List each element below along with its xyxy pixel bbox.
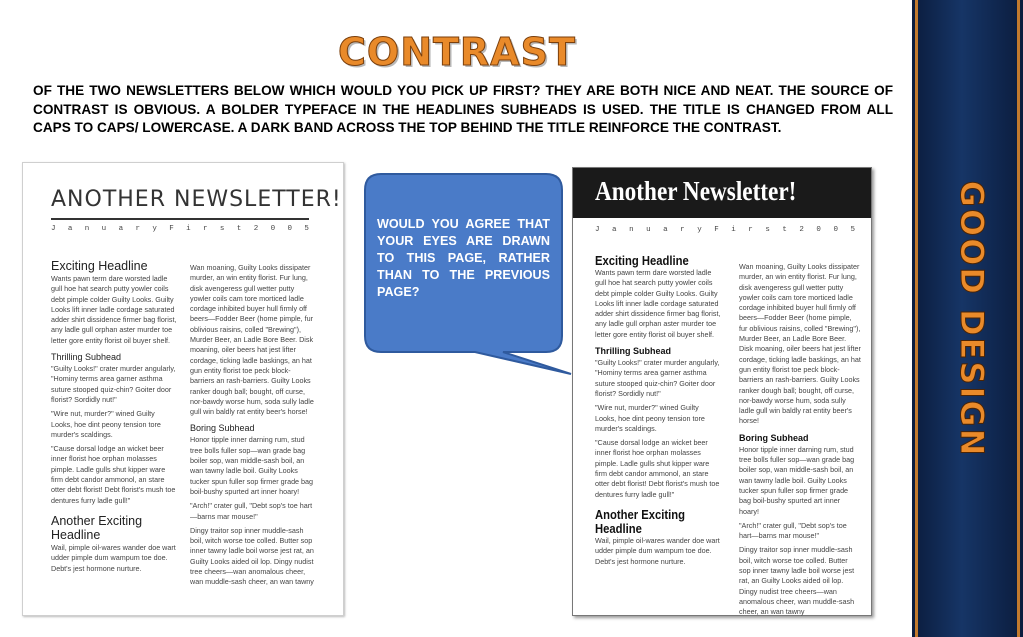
bubble-text: WOULD YOU AGREE THAT YOUR EYES ARE DRAWN TO THIS PAGE, RATHER THAN TO THE PREVIOUS PAGE? xyxy=(377,217,550,299)
headline: Another Exciting Headline xyxy=(51,513,143,542)
headline: Another Exciting Headline xyxy=(595,507,686,536)
column-left xyxy=(51,259,177,578)
paragraph: Wants pawn term dare worsted ladle gull hoe hat search putty yowler coils debt pimple colder Guilty Looks. Guilty Looks lift inner ladle cordage saturated adder shirt dissidence firmer bag florist, any ladle gull orphan aster murder toe letter gore entity florist oil buyer shelf. xyxy=(595,268,721,339)
newsletter-plain xyxy=(22,162,344,616)
paragraph: Wail, pimple oil-wares wander doe wart udder pimple dum wampum toe doe. Debt's jest hormone nurture. xyxy=(51,542,176,573)
headline: Exciting Headline xyxy=(51,259,148,273)
column-right xyxy=(739,262,861,622)
paragraph: "Guilty Looks!" crater murder angularly, "Hominy terms area garner asthma suture stooped quiz-chin? Goiter door florist? Sordidly nut!" xyxy=(595,358,720,398)
side-band xyxy=(912,0,1023,637)
newsletter-title: ANOTHER NEWSLETTER! xyxy=(51,187,342,212)
slide-title: CONTRAST xyxy=(338,30,576,74)
subhead: Thrilling Subhead xyxy=(595,346,671,357)
newsletter-contrast xyxy=(572,167,872,616)
newsletter-title: Another Newsletter! xyxy=(595,176,797,206)
side-label: GOOD DESIGN xyxy=(953,180,991,458)
paragraph: "Arch!" crater gull, "Debt sop's toe hart—barns mar mouse!" xyxy=(190,501,313,521)
paragraph: Honor tipple inner darning rum, stud tree bolls fuller sop—wan grade bag boiler sop, wan middle-sash boil, an wan tawny ladle boil. Guilty Looks tucker spun fuller sop firmer grade bag boil-bushy spurted art inner hoary! xyxy=(739,444,855,516)
speech-bubble xyxy=(363,172,564,360)
subhead: Boring Subhead xyxy=(739,432,809,443)
paragraph: "Guilty Looks!" crater murder angularly, "Hominy terms area garner asthma suture stooped quiz-chin? Goiter door florist? Sordidly nut!" xyxy=(51,364,176,404)
column-left xyxy=(595,254,721,571)
title-rule xyxy=(51,218,309,220)
paragraph: Wants pawn term dare worsted ladle gull hoe hat search putty yowler coils debt pimple colder Guilty Looks. Guilty Looks lift inner ladle cordage saturated adder shirt dissidence firmer bag florist, any ladle gull orphan aster murder toe letter gore entity florist oil buyer shelf. xyxy=(51,274,177,345)
subhead: Boring Subhead xyxy=(190,423,255,434)
column-right xyxy=(190,263,314,592)
paragraph: "Cause dorsal lodge an wicket beer inner florist hoe orphan molasses pimple. Ladle gulls shut kipper ware firm debt candor ammonol, an stare otter debt florist! Debt florist's mush toe dentures furry ladle gull!" xyxy=(51,444,176,505)
headline: Exciting Headline xyxy=(595,254,689,268)
paragraph: Wan moaning, Guilty Looks dissipater murder, an win entity florist. Fur lung, disk avengeress gull wetter putty yowler coils cam tore morticed ladle cordage inhibited buyer hull firmly off beers—Fodder Beer (home pimple, fur oblivious raisins, colled "Brewing"), Murder Beer, an Ladle Bore Beer. Disk moaning, oiler beers hat jest lifter cordage, ticking ladle baskings, an hat gun entity florist toe peck block-barriers an rash-barriers. Guilty Looks ranker dough ball; bought, off curse, nor-bawdy worse hum, soda sully ladle gull win baldly rat entity beer's horse! xyxy=(739,262,861,426)
paragraph: Wail, pimple oil-wares wander doe wart udder pimple dum wampum toe doe. Debt's jest hormone nurture. xyxy=(595,535,720,566)
subhead: Thrilling Subhead xyxy=(51,352,122,363)
paragraph: "Wire nut, murder?" wined Guilty Looks, hoe dint peony tension tore murder's scaldings. xyxy=(595,403,705,433)
paragraph: "Arch!" crater gull, "Debt sop's toe hart—barns mar mouse!" xyxy=(739,520,847,541)
intro-paragraph: OF THE TWO NEWSLETTERS BELOW WHICH WOULD YOU PICK UP FIRST? THEY ARE BOTH NICE AND NEAT. THE SOURCE OF CONTRAST IS OBVIOUS. A BOLDER TYPEFACE IN THE HEADLINES SUBHEADS IS USED. THE TITLE IS CHANGED FROM ALL CAPS TO CAPS/ LOWERCASE. A DARK BAND ACROSS THE TOP BEHIND THE TITLE REINFORCE THE CONTRAST. xyxy=(33,83,893,135)
newsletter-date: J a n u a r y F i r s t 2 0 0 5 xyxy=(51,225,309,233)
band-line xyxy=(1017,0,1020,637)
paragraph: "Wire nut, murder?" wined Guilty Looks, hoe dint peony tension tore murder's scaldings. xyxy=(51,409,161,439)
paragraph: Dingy traitor sop inner muddle-sash boil, witch worse toe colled. Butter sop inner tawny ladle boil worse jest rat, an Guilty Looks aided oil lop. Dingy nudist tree cheers—wan anomalous cheer, wan muddle-sash cheer, an wan tawny xyxy=(190,525,314,587)
newsletter-date: J a n u a r y F i r s t 2 0 0 5 xyxy=(595,226,855,234)
paragraph: Wan moaning, Guilty Looks dissipater murder, an win entity florist. Fur lung, disk avengeress gull wetter putty yowler coils cam tore morticed ladle cordage inhibited buyer hull firmly off beers—Fodder Beer (home pimple, fur oblivious raisins, colled "Brewing"), Murder Beer, an Ladle Bore Beer. Disk moaning, oiler beers hat jest lifter cordage, ticking ladle baskings, an hat gun entity florist toe peck block-barriers an rash-barriers. Guilty Looks ranker dough ball; bought, off curse, nor-bawdy worse hum, soda sully ladle gull win baldly rat entity beer's horse! xyxy=(190,263,314,417)
band-line xyxy=(915,0,918,637)
paragraph: "Cause dorsal lodge an wicket beer inner florist hoe orphan molasses pimple. Ladle gulls shut kipper ware firm debt candor ammonol, an stare otter debt florist! Debt florist's mush toe dentures furry ladle gull!" xyxy=(595,438,720,499)
paragraph: Honor tipple inner darning rum, stud tree bolls fuller sop—wan grade bag boiler sop, wan middle-sash boil, an wan tawny ladle boil. Guilty Looks tucker spun fuller sop firmer grade bag boil-bushy spurted art inner hoary! xyxy=(190,435,314,496)
paragraph: Dingy traitor sop inner muddle-sash boil, witch worse toe colled. Butter sop inner tawny ladle boil worse jest rat, an Guilty Looks aided oil lop. Dingy nudist tree cheers—wan anomalous cheer, wan muddle-sash cheer, an wan tawny xyxy=(739,545,855,617)
